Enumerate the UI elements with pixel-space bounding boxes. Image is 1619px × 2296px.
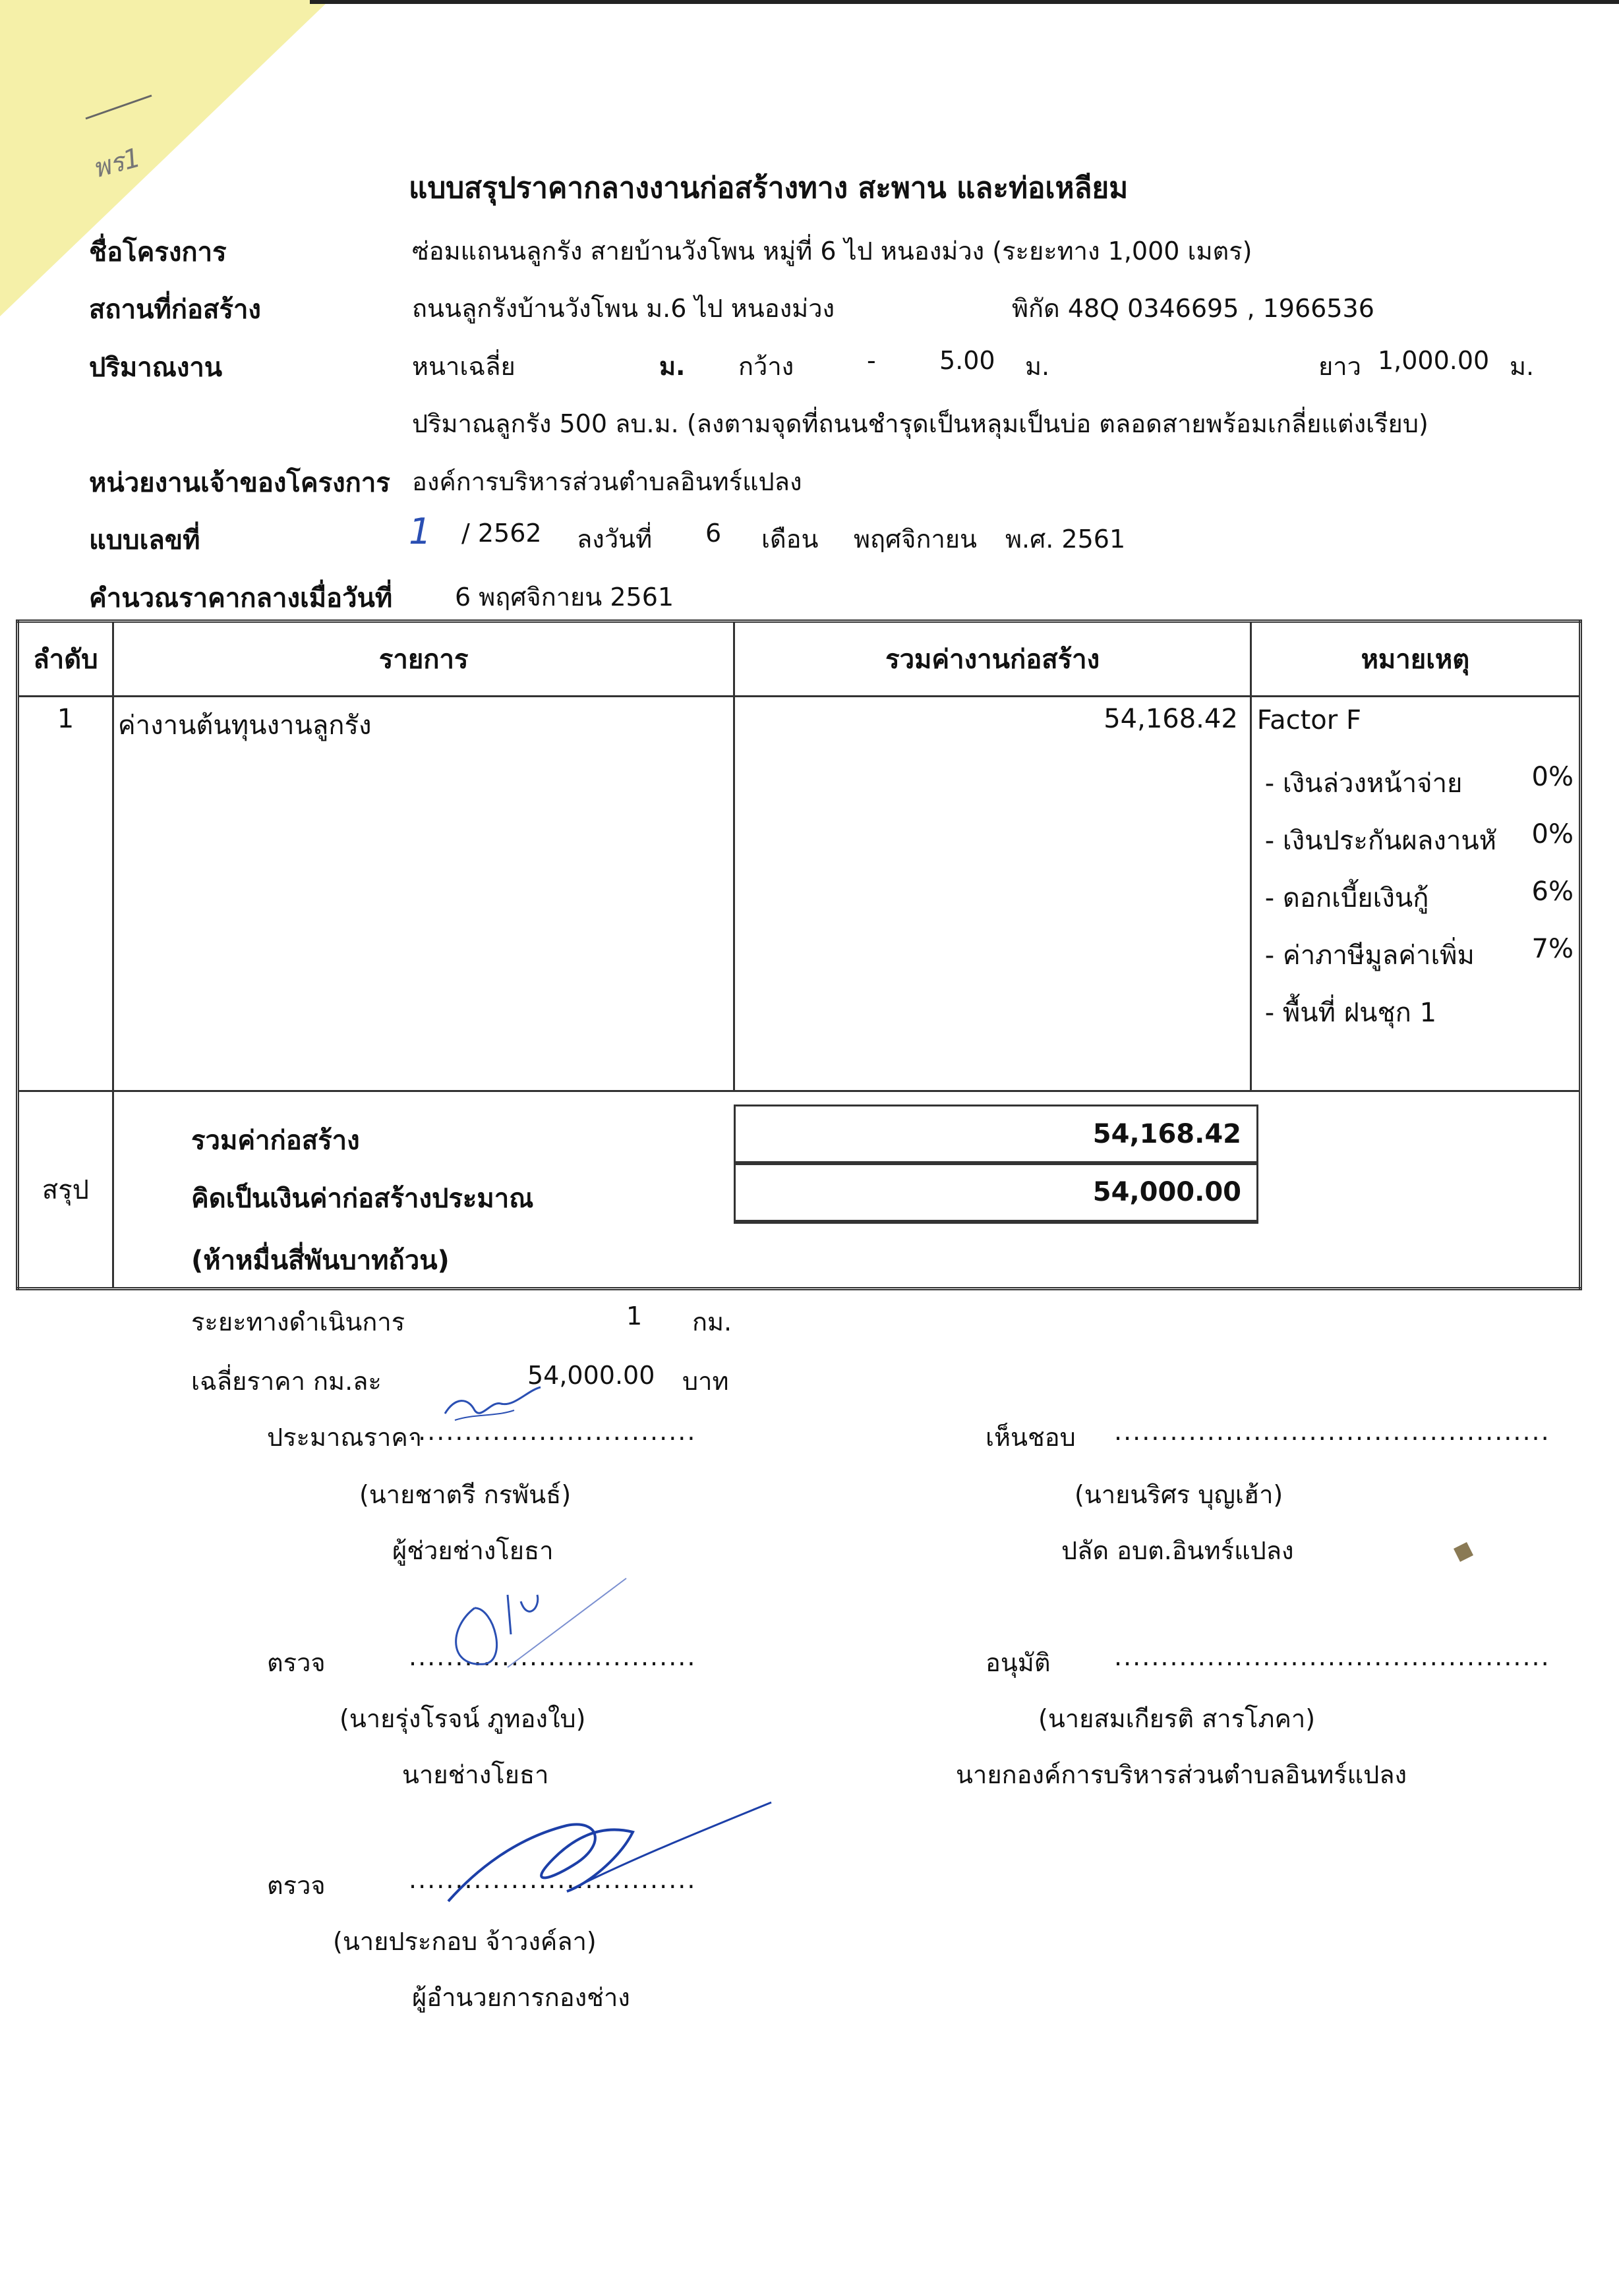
approve-role: อนุมัติ <box>986 1648 1051 1677</box>
check2-role: ตรวจ <box>267 1871 326 1900</box>
table-row <box>18 697 1581 1091</box>
length-label: ยาว <box>1318 352 1361 381</box>
summary-label: สรุป <box>42 1174 90 1205</box>
calc-label: คำนวณราคากลางเมื่อวันที่ <box>89 583 393 614</box>
length-value: 1,000.00 <box>1378 346 1490 375</box>
width-dash: - <box>867 346 876 375</box>
calc-value: 6 พฤศจิกายน 2561 <box>455 583 674 612</box>
owner-label: หน่วยงานเจ้าของโครงการ <box>89 468 390 498</box>
notes-cell <box>1251 697 1580 1091</box>
agree-name: (นายนริศร บุญเฮ้า) <box>1074 1480 1283 1509</box>
project-value: ซ่อมแถนนลูกรัง สายบ้านวังโพน หมู่ที่ 6 ไป หนองม่วง (ระยะทาง 1,000 เมตร) <box>412 237 1252 266</box>
average-label: เฉลี่ยราคา กม.ละ <box>191 1367 382 1396</box>
note-value: 0% <box>1531 819 1574 850</box>
check2-name: (นายประกอบ จ้าวงค์ลา) <box>333 1927 597 1956</box>
approx-label: คิดเป็นเงินค่าก่อสร้างประมาณ <box>191 1184 534 1214</box>
check2-position: ผู้อำนวยการกองช่าง <box>412 1983 630 2012</box>
note-label: - พื้นที่ ฝนชุก 1 <box>1264 998 1437 1029</box>
length-unit: ม. <box>1510 352 1535 381</box>
form-day: 6 <box>705 519 722 548</box>
owner-value: องค์การบริหารส่วนตำบลอินทร์แปลง <box>412 467 802 496</box>
estimator-role: ประมาณราคา <box>267 1423 423 1452</box>
signature-estimator-icon <box>435 1377 547 1430</box>
row-no-cell <box>18 697 113 1091</box>
estimator-name: (นายชาตรี กรพันธ์) <box>359 1480 572 1509</box>
check2-dots: ............................... <box>409 1865 697 1894</box>
form-date-label: ลงวันที่ <box>577 525 653 554</box>
scan-speck-icon <box>1450 1539 1477 1565</box>
thick-unit: ม. <box>659 352 686 381</box>
distance-unit: กม. <box>692 1307 732 1336</box>
check1-dots: ............................... <box>409 1642 697 1671</box>
estimator-dots: ............................... <box>409 1417 697 1446</box>
handwritten-note: พร1 <box>89 142 144 185</box>
approve-name: (นายสมเกียรติ สารโภคา) <box>1038 1704 1316 1733</box>
note-item <box>1257 934 1574 991</box>
header-no: ลำดับ <box>18 621 113 697</box>
notes-title: Factor F <box>1256 705 1361 736</box>
estimator-position: ผู้ช่วยช่างโยธา <box>392 1536 554 1565</box>
thick-label: หนาเฉลี่ย <box>412 352 515 381</box>
page-title: แบบสรุปราคากลางงานก่อสร้างทาง สะพาน และท่อเหลียม <box>409 171 1129 205</box>
location-value: ถนนลูกรังบ้านวังโพน ม.6 ไป หนองม่วง <box>412 294 835 323</box>
form-label: แบบเลขที่ <box>89 525 200 556</box>
header-item: รายการ <box>113 621 734 697</box>
check1-name: (นายรุ่งโรจน์ ภูทองใบ) <box>339 1704 586 1733</box>
summary-label-cell <box>18 1091 113 1288</box>
note-value: 7% <box>1531 934 1574 965</box>
total-label: รวมค่าก่อสร้าง <box>191 1126 360 1156</box>
note-item <box>1257 762 1574 819</box>
row-amount: 54,168.42 <box>1104 704 1238 735</box>
width-label: กว้าง <box>738 352 794 381</box>
form-year: / 2562 <box>461 519 542 548</box>
quantity-line2: ปริมาณลูกรัง 500 ลบ.ม. (ลงตามจุดที่ถนนชำรุดเป็นหลุมเป็นบ่อ ตลอดสายพร้อมเกลี่ยแต่งเรียบ) <box>412 409 1428 438</box>
form-month-label: เดือน <box>761 525 819 554</box>
note-label: - เงินประกันผลงานหั <box>1264 826 1497 857</box>
quantity-label: ปริมาณงาน <box>89 353 223 383</box>
note-value: 6% <box>1531 876 1574 907</box>
approve-position: นายกองค์การบริหารส่วนตำบลอินทร์แปลง <box>956 1760 1407 1789</box>
width-unit: ม. <box>1025 352 1050 381</box>
project-label: ชื่อโครงการ <box>89 237 227 268</box>
total-value: 54,168.42 <box>1092 1119 1241 1149</box>
signature-check1-icon <box>422 1568 639 1680</box>
row-amount-cell <box>734 697 1251 1091</box>
form-be: พ.ศ. 2561 <box>1005 525 1126 554</box>
check1-role: ตรวจ <box>267 1648 326 1677</box>
signature-check2-icon <box>435 1793 778 1911</box>
row-item-cell <box>113 697 734 1091</box>
approve-dots: ............................................... <box>1114 1642 1550 1671</box>
note-item <box>1257 876 1574 934</box>
form-no-handwritten: 1 <box>409 511 432 552</box>
form-month: พฤศจิกายน <box>854 525 978 554</box>
note-item <box>1257 819 1574 876</box>
scan-edge-line <box>310 0 1619 4</box>
note-label: - เงินล่วงหน้าจ่าย <box>1264 768 1463 799</box>
amount-in-words: (ห้าหมื่นสี่พันบาทถ้วน) <box>191 1246 450 1276</box>
header-notes: หมายเหตุ <box>1251 621 1580 697</box>
note-item <box>1257 991 1574 1048</box>
row-no: 1 <box>57 704 74 735</box>
agree-dots: ............................................... <box>1114 1417 1550 1446</box>
average-unit: บาท <box>682 1367 729 1396</box>
average-value: 54,000.00 <box>527 1361 655 1390</box>
distance-value: 1 <box>626 1302 643 1331</box>
location-coords: พิกัด 48Q 0346695 , 1966536 <box>1012 294 1374 323</box>
approx-value: 54,000.00 <box>1092 1177 1241 1207</box>
agree-role: เห็นชอบ <box>986 1423 1076 1452</box>
row-item: ค่างานต้นทุนงานลูกรัง <box>117 710 372 741</box>
check1-position: นายช่างโยธา <box>402 1760 549 1789</box>
note-label: - ดอกเบี้ยเงินกู้ <box>1264 883 1429 914</box>
notes-block <box>1252 697 1579 1048</box>
note-value: 0% <box>1531 762 1574 793</box>
width-value: 5.00 <box>939 346 995 375</box>
agree-position: ปลัด อบต.อินทร์แปลง <box>1061 1536 1294 1565</box>
note-label: - ค่าภาษีมูลค่าเพิ่ม <box>1264 940 1475 971</box>
distance-label: ระยะทางดำเนินการ <box>191 1307 405 1336</box>
header-amount: รวมค่างานก่อสร้าง <box>734 621 1251 697</box>
table-header-row <box>18 621 1581 697</box>
location-label: สถานที่ก่อสร้าง <box>89 295 261 325</box>
